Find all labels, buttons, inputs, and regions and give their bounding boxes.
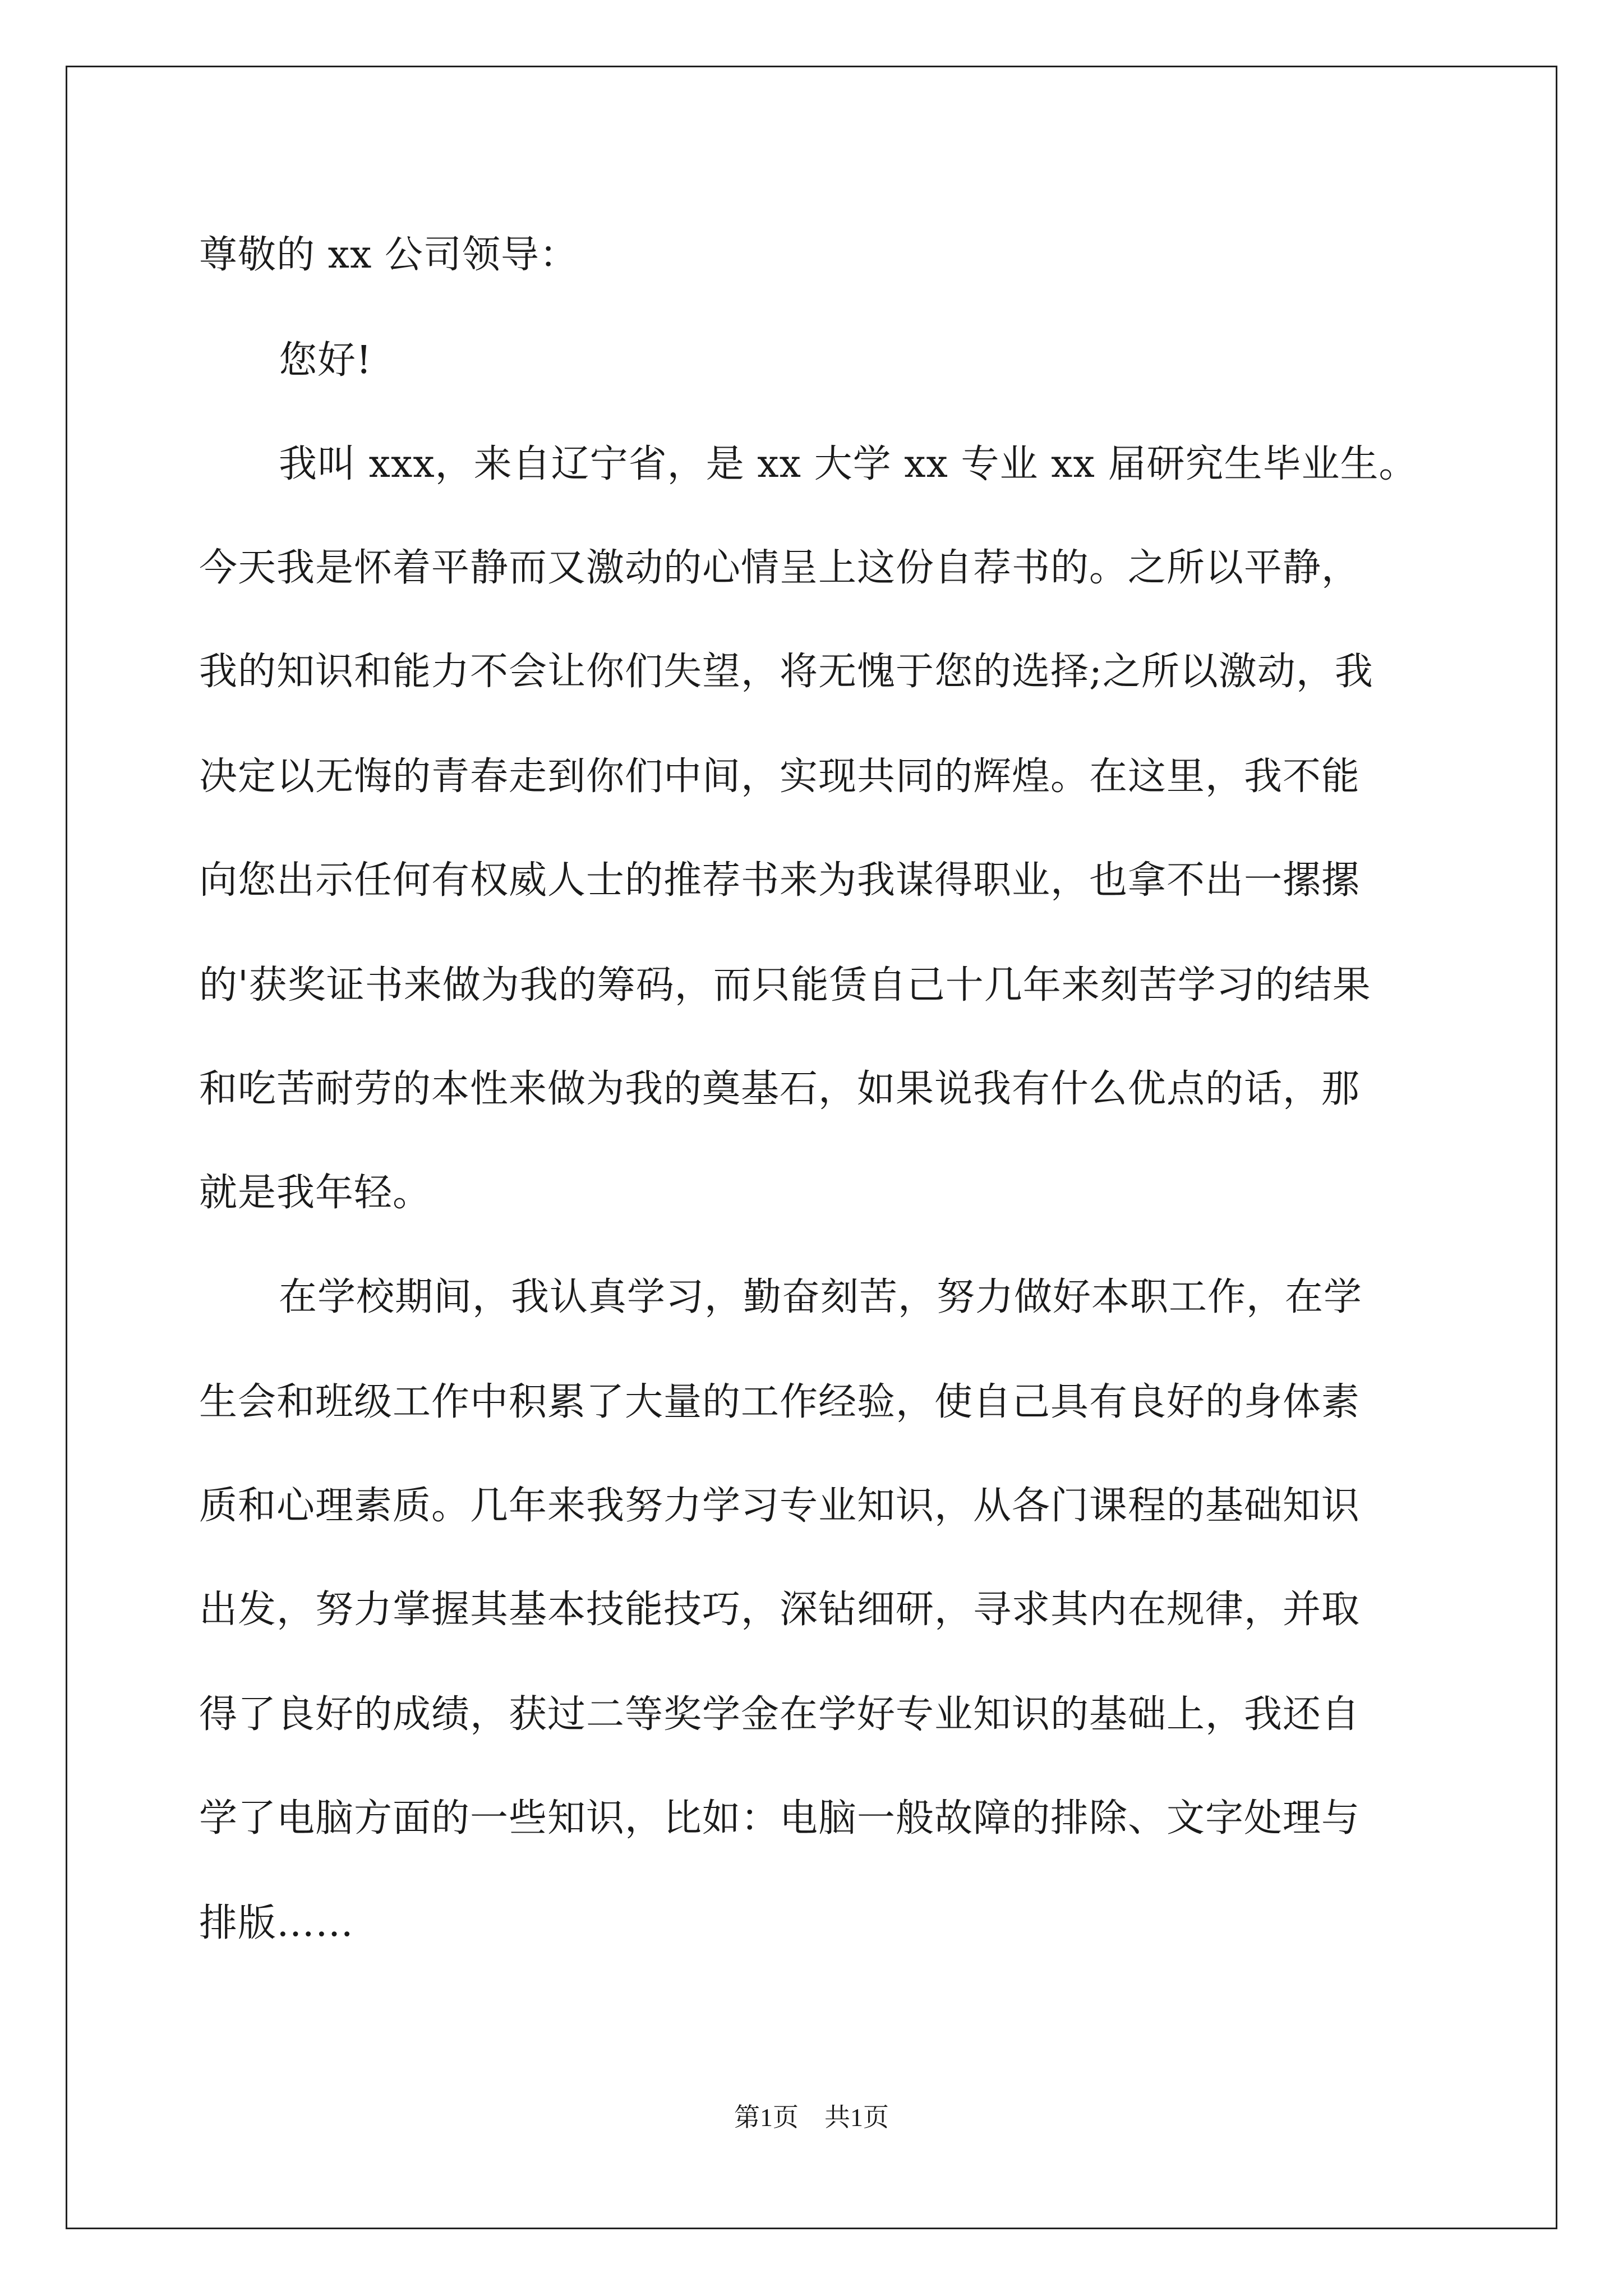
greeting: 您好! [279,338,372,383]
paragraph-line: 质和心理素质。几年来我努力学习专业知识，从各门课程的基础知识 [199,1484,1361,1528]
paragraph-line: 生会和班级工作中积累了大量的工作经验，使自己具有良好的身体素 [199,1380,1361,1424]
paragraph-line: 的'获奖证书来做为我的筹码，而只能赁自己十几年来刻苦学习的结果 [199,963,1371,1007]
paragraph-line: 和吃苦耐劳的本性来做为我的奠基石，如果说我有什么优点的话，那 [199,1067,1361,1111]
paragraph-line: 排版…… [199,1901,354,1945]
paragraph-line: 向您出示任何有权威人士的推荐书来为我谋得职业，也拿不出一摞摞 [199,858,1361,903]
paragraph-line: 今天我是怀着平静而又激动的心情呈上这份自荐书的。之所以平静， [199,546,1361,590]
paragraph-line: 我叫 xxx，来自辽宁省，是 xx 大学 xx 专业 xx 届研究生毕业生。 [279,442,1418,486]
page-number-footer: 第1页 共1页 [734,2103,889,2132]
salutation: 尊敬的 xx 公司领导： [199,233,578,277]
paragraph-line: 就是我年轻。 [199,1171,432,1215]
paragraph-line: 我的知识和能力不会让你们失望，将无愧于您的选择;之所以激动，我 [199,650,1373,694]
paragraph-line: 出发，努力掌握其基本技能技巧，深钻细研，寻求其内在规律，并取 [199,1588,1361,1632]
paragraph-line: 学了电脑方面的一些知识，比如：电脑一般故障的排除、文字处理与 [199,1796,1361,1841]
paragraph-line: 在学校期间，我认真学习，勤奋刻苦，努力做好本职工作，在学 [279,1275,1363,1319]
paragraph-line: 得了良好的成绩，获过二等奖学金在学好专业知识的基础上，我还自 [199,1692,1361,1737]
paragraph-line: 决定以无悔的青春走到你们中间，实现共同的辉煌。在这里，我不能 [199,754,1361,799]
